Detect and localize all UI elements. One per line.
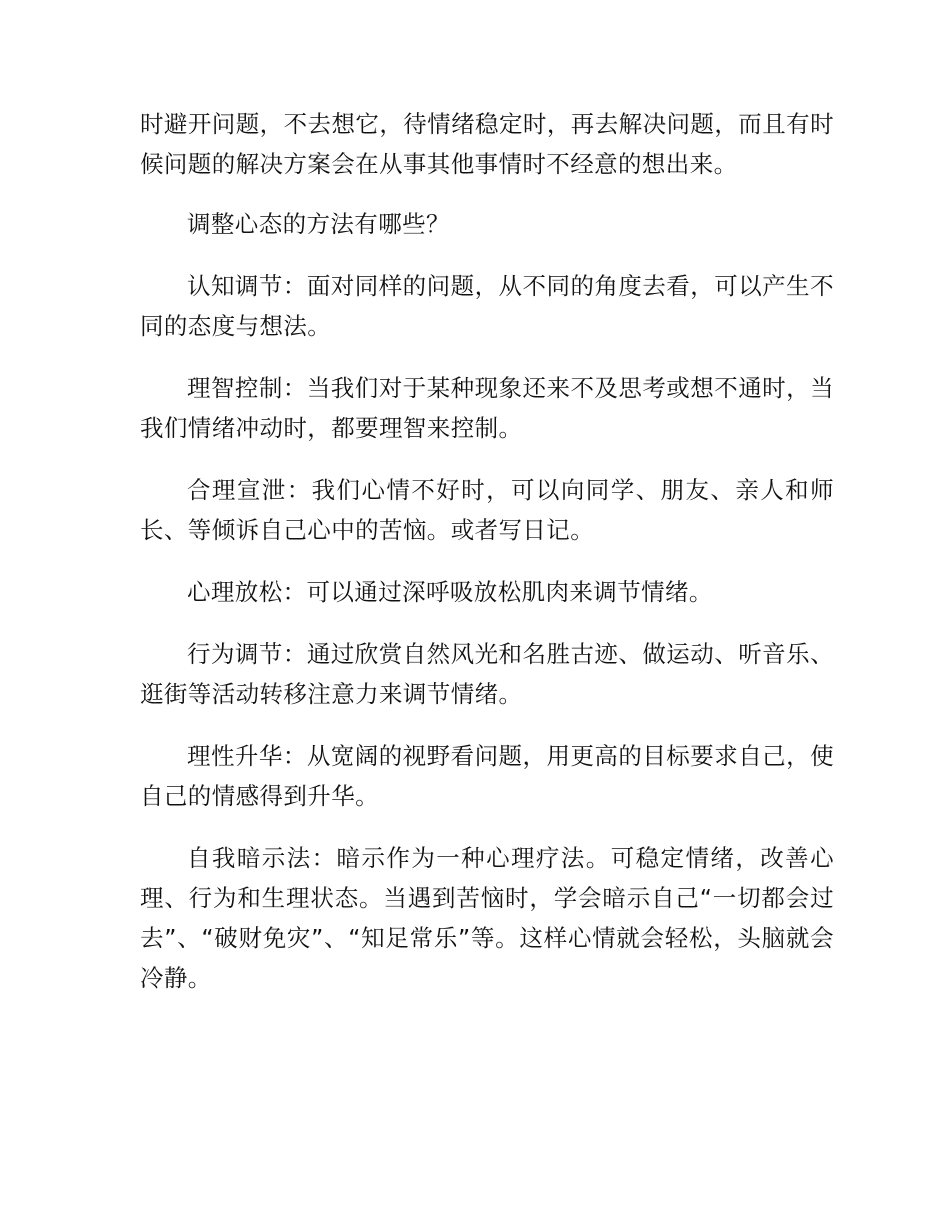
paragraph-rational-sublimation: 理性升华：从宽阔的视野看问题，用更高的目标要求自己，使自己的情感得到升华。 bbox=[140, 742, 834, 810]
paragraph-reasonable-venting: 合理宣泄：我们心情不好时，可以向同学、朋友、亲人和师长、等倾诉自己心中的苦恼。或者写日记。 bbox=[140, 476, 834, 544]
paragraph-continuation: 时避开问题，不去想它，待情绪稳定时，再去解决问题，而且有时候问题的解决方案会在从事其他事情时不经意的想出来。 bbox=[140, 110, 834, 178]
paragraph-self-suggestion: 自我暗示法：暗示作为一种心理疗法。可稳定情绪，改善心理、行为和生理状态。当遇到苦恼时，学会暗示自己“一切都会过去”、“破财免灾”、“知足常乐”等。这样心情就会轻松，头脑就会冷静。 bbox=[140, 844, 834, 992]
paragraph-rational-control: 理智控制：当我们对于某种现象还来不及思考或想不通时，当我们情绪冲动时，都要理智来控制。 bbox=[140, 374, 834, 442]
paragraph-question-heading: 调整心态的方法有哪些？ bbox=[187, 210, 450, 238]
paragraph-cognitive-adjustment: 认知调节：面对同样的问题，从不同的角度去看，可以产生不同的态度与想法。 bbox=[140, 272, 834, 340]
paragraph-behavior-adjustment: 行为调节：通过欣赏自然风光和名胜古迹、做运动、听音乐、逛街等活动转移注意力来调节情绪。 bbox=[140, 640, 834, 708]
paragraph-mental-relaxation: 心理放松：可以通过深呼吸放松肌肉来调节情绪。 bbox=[187, 578, 713, 606]
